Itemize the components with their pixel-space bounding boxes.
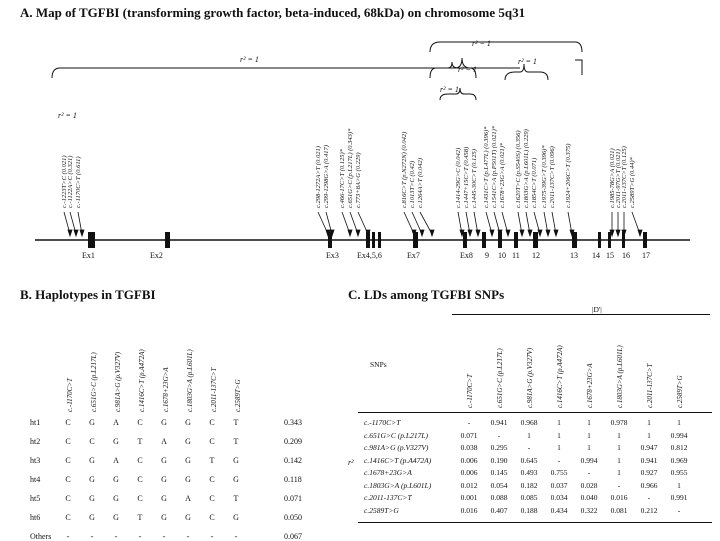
snp-label: c.299-1298G>A (0.417)	[323, 145, 330, 208]
haplotype-allele: G	[89, 456, 95, 465]
exon-label: 11	[512, 251, 520, 260]
ld-cell: 0.054	[490, 480, 508, 490]
snp-arrowhead	[490, 230, 494, 236]
exon-label: Ex8	[460, 251, 473, 260]
ld-cell: 0.969	[670, 455, 688, 465]
ld-brackets	[52, 42, 582, 100]
haplotype-allele: C	[65, 513, 71, 522]
ld-col-header: c.2589T>G	[676, 375, 684, 408]
exon-label: 15	[606, 251, 614, 260]
haplotype-allele: G	[113, 494, 119, 503]
snp-label: c.1431C>T (p.L477L) (0.396)*	[483, 126, 490, 208]
exon-box	[328, 232, 332, 248]
panel-b-title: B. Haplotypes in TGFBI	[20, 287, 156, 302]
snp-label: c.2011-137C>T (0.125)	[621, 146, 628, 208]
haplotype-allele: -	[162, 532, 166, 541]
haplotype-allele: C	[209, 418, 215, 427]
snp-label: c.-1223T>C (0.021)	[61, 155, 68, 208]
ld-cell: 1	[557, 418, 561, 427]
exon-label: Ex2	[150, 251, 163, 260]
ld-label-2: r² = 1	[472, 39, 491, 48]
snp-label: c.1985-78G>A (0.021)	[609, 148, 616, 208]
haplotype-frequency: 0.142	[284, 456, 302, 465]
haplotype-snp-header: c.2589T>G	[234, 379, 242, 412]
haplotype-name: ht6	[30, 513, 41, 522]
ld-cell: -	[677, 505, 681, 515]
ld-cell: 0.190	[490, 455, 508, 465]
ld-row-label: c.1803G>A (p.L601L)	[364, 480, 432, 490]
haplotype-allele: G	[161, 456, 167, 465]
haplotype-allele: G	[89, 418, 95, 427]
ld-cell: 0.006	[460, 455, 478, 465]
haplotype-snp-header: c.2011-137C>T	[210, 367, 218, 412]
snp-arrowhead	[476, 230, 480, 236]
exon-box	[514, 232, 518, 248]
haplotype-allele: A	[161, 437, 167, 446]
haplotype-allele: G	[113, 437, 119, 446]
exon-box	[533, 232, 538, 248]
snp-arrowhead	[528, 230, 532, 236]
haplotype-allele: C	[209, 475, 215, 484]
ld-cell: 0.947	[640, 443, 658, 452]
haplotype-allele: C	[65, 475, 71, 484]
ld-cell: 0.212	[640, 505, 658, 515]
ld-cell: -	[587, 468, 591, 477]
haplotype-frequency: 0.050	[284, 513, 302, 522]
ld-cell: 1	[587, 443, 591, 452]
exon-label: 10	[498, 251, 506, 260]
ld-row-label: c.2589T>G	[364, 505, 399, 515]
haplotype-frequency: 0.118	[284, 475, 302, 484]
haplotype-allele: G	[185, 437, 191, 446]
haplotype-allele: G	[113, 475, 119, 484]
haplotype-snp-header: c.1416C>T (p.A472A)	[138, 349, 146, 412]
ld-cell: 0.016	[610, 493, 628, 502]
ld-header-rule	[358, 412, 712, 413]
exon-box	[413, 232, 418, 248]
haplotype-frequency: 0.343	[284, 418, 302, 427]
ld-cell: 0.085	[520, 493, 538, 502]
haplotype-allele: C	[209, 437, 215, 446]
haplotype-table	[0, 300, 340, 541]
exon-box	[366, 232, 370, 248]
dprime-rule	[452, 314, 710, 315]
haplotype-allele: T	[209, 456, 215, 465]
ld-cell: 0.994	[580, 455, 598, 465]
haplotype-name: Others	[30, 532, 52, 541]
ld-cell: 0.188	[520, 505, 538, 515]
snp-arrowhead	[430, 230, 434, 236]
haplotype-allele: C	[137, 456, 143, 465]
ld-col-header: c.651G>C (p.L217L)	[496, 348, 504, 408]
ld-cell: 0.016	[460, 505, 478, 515]
snp-arrowhead	[468, 230, 472, 236]
snp-label: c.1803G>A (p.L601L) (0.229)	[523, 129, 530, 208]
snp-label: c.-1170C>T (0.611)	[75, 156, 82, 208]
snp-arrowhead	[80, 230, 84, 236]
ld-label-5: r² = 1	[518, 57, 537, 66]
ld-cell: -	[527, 443, 531, 452]
exon-box	[463, 232, 467, 248]
r2-label: r²	[348, 458, 354, 467]
exon-label: Ex7	[407, 251, 420, 260]
ld-cell: 0.081	[610, 505, 628, 515]
dprime-label: |D'|	[592, 305, 602, 314]
ld-cell: 0.955	[670, 468, 688, 477]
haplotype-allele: G	[233, 475, 239, 484]
haplotype-allele: A	[113, 418, 119, 427]
ld-label-6: r² = 1	[58, 111, 77, 120]
ld-bracket-top	[430, 42, 582, 52]
haplotype-allele: G	[233, 513, 239, 522]
haplotype-allele: -	[210, 532, 214, 541]
panel-c-title: C. LDs among TGFBI SNPs	[348, 287, 505, 302]
ld-row-label: c.-1170C>T	[364, 418, 401, 427]
ld-cell: 1	[677, 480, 681, 490]
ld-cell: 0.645	[520, 455, 538, 465]
ld-cell: 0.071	[460, 430, 478, 440]
ld-table	[340, 300, 720, 535]
haplotype-allele: T	[233, 437, 239, 446]
exon-label: Ex4,5,6	[357, 251, 382, 260]
snp-label: c.1924+206C>T (0.375)	[565, 143, 572, 208]
ld-cell: 0.040	[580, 493, 598, 502]
haplotype-allele: G	[161, 494, 167, 503]
exon-label: 12	[532, 251, 540, 260]
haplotype-allele: G	[185, 475, 191, 484]
ld-cell: 0.145	[490, 468, 508, 477]
snp-arrowhead	[546, 230, 550, 236]
snp-arrowhead	[616, 230, 620, 236]
ld-row-label: c.1416C>T (p.A472A)	[364, 455, 432, 465]
snp-label: c.1264A>T (0.042)	[417, 158, 424, 208]
ld-cell: 0.994	[670, 430, 688, 440]
ld-cell: 1	[557, 443, 561, 452]
haplotype-allele: T	[137, 513, 143, 522]
ld-cell: 0.012	[460, 480, 478, 490]
ld-cell: 0.322	[580, 505, 598, 515]
snp-label: c.773+8A>G (0.229)	[355, 152, 362, 208]
haplotype-allele: G	[89, 494, 95, 503]
ld-cell: -	[557, 455, 561, 465]
ld-cell: 1	[557, 430, 561, 440]
exon-box	[378, 232, 381, 248]
snp-arrowhead	[506, 230, 510, 236]
haplotype-allele: T	[233, 418, 239, 427]
exon-box	[572, 232, 577, 248]
ld-row-label: c.1678+23G>A	[364, 468, 412, 477]
exon-box	[608, 232, 611, 248]
haplotype-allele: -	[186, 532, 190, 541]
ld-cell: -	[617, 480, 621, 490]
exon-label: Ex1	[82, 251, 95, 260]
haplotype-allele: C	[137, 418, 143, 427]
haplotype-allele: C	[137, 475, 143, 484]
haplotype-allele: -	[114, 532, 118, 541]
haplotype-allele: G	[185, 513, 191, 522]
ld-row-label: c.2011-137C>T	[364, 493, 412, 502]
snp-label: c.816C>T (p.N272N) (0.042)	[401, 131, 408, 208]
ld-cell: 1	[677, 418, 681, 427]
haplotype-allele: G	[113, 513, 119, 522]
haplotype-allele: G	[161, 513, 167, 522]
haplotype-allele: C	[137, 494, 143, 503]
ld-cell: 0.978	[610, 418, 628, 427]
snp-label: c.2011-137C>T (0.096)	[549, 146, 556, 208]
haplotype-allele: A	[185, 494, 191, 503]
exon-box	[643, 232, 647, 248]
ld-cell: 0.028	[580, 480, 598, 490]
ld-bottom-rule	[358, 522, 712, 523]
haplotype-allele: C	[65, 456, 71, 465]
ld-row-label: c.651G>C (p.L217L)	[364, 430, 429, 440]
ld-label-4: r² = 1	[440, 85, 459, 94]
snp-arrowhead	[520, 230, 524, 236]
snp-arrowhead	[348, 230, 352, 236]
exon-label: 14	[592, 251, 600, 260]
haplotype-snp-header: c.1678+23G>A	[162, 367, 170, 412]
ld-cell: 1	[587, 418, 591, 427]
haplotype-allele: G	[89, 475, 95, 484]
haplotype-allele: C	[209, 494, 215, 503]
snps-label: SNPs	[370, 360, 387, 369]
snp-label: c.1620T>C (p.S540S) (0.356)	[515, 130, 522, 208]
haplotype-allele: C	[65, 437, 71, 446]
ld-cell: 0.927	[640, 468, 658, 477]
haplotype-snp-header: c.1803G>A (p.L601L)	[186, 349, 194, 412]
snp-label: c.1854C>T (0.071)	[531, 157, 538, 208]
ld-cell: 0.968	[520, 418, 538, 427]
ld-col-header: c.1803G>A (p.L601L)	[616, 345, 624, 408]
ld-cell: -	[467, 418, 471, 427]
haplotype-allele: -	[90, 532, 94, 541]
snp-arrowhead	[356, 230, 360, 236]
ld-cell: 0.182	[520, 480, 538, 490]
snp-arrowhead	[68, 230, 72, 236]
snp-label: c.1447+15C>T (0.458)	[463, 146, 470, 208]
ld-cell: 1	[587, 430, 591, 440]
exon-box	[88, 232, 95, 248]
snp-label: c.1975-39G>T (0.396)*	[541, 145, 548, 208]
ld-col-header: c.981A>G (p.V327V)	[526, 347, 534, 408]
ld-cell: 0.295	[490, 443, 508, 452]
haplotype-frequency: 0.209	[284, 437, 302, 446]
ld-cell: 0.088	[490, 493, 508, 502]
snp-label: c.-1122A>C (0.321)	[67, 155, 74, 208]
snp-label: c.1541C>A (p.P501T) (0.021)*	[491, 125, 498, 208]
ld-cell: 0.966	[640, 480, 658, 490]
exon-box	[622, 232, 625, 248]
snp-label: c.1414-29G>C (0.042)	[455, 147, 462, 208]
panel-a-title: A. Map of TGFBI (transforming growth factor, beta-induced, 68kDa) on chromosome 5q31	[20, 5, 526, 20]
haplotype-allele: C	[65, 418, 71, 427]
haplotype-allele: G	[161, 475, 167, 484]
snp-label: c.298-1272A>T (0.021)	[315, 146, 322, 208]
ld-col-header: c.1678+23G>A	[586, 363, 594, 408]
haplotype-allele: T	[233, 494, 239, 503]
haplotype-name: ht5	[30, 494, 41, 503]
ld-row-label: c.981A>G (p.V327V)	[364, 443, 429, 452]
snp-label: c.1678+23G>A (0.021)*	[499, 142, 506, 208]
ld-cell: 0.434	[550, 505, 568, 515]
haplotype-allele: G	[185, 418, 191, 427]
ld-cell: 0.038	[460, 443, 478, 452]
snp-label: c.2589T>G (0.44)*	[629, 157, 636, 208]
ld-col-header: c.1416C>T (p.A472A)	[556, 345, 564, 408]
haplotype-name: ht2	[30, 437, 41, 446]
exon-label: 9	[485, 251, 489, 260]
snp-label: c.466-17C>T (0.125)*	[339, 149, 346, 208]
haplotype-name: ht3	[30, 456, 41, 465]
ld-cell: 0.941	[490, 418, 508, 427]
haplotype-allele: G	[161, 418, 167, 427]
ld-cell: 0.001	[460, 493, 478, 502]
ld-cell: 1	[617, 468, 621, 477]
haplotype-frequency: 0.067	[284, 532, 302, 541]
exon-box	[482, 232, 486, 248]
snp-arrowhead	[74, 230, 78, 236]
exon-box	[165, 232, 170, 248]
ld-cell: 1	[617, 455, 621, 465]
haplotype-allele: G	[233, 456, 239, 465]
ld-cell: 1	[617, 430, 621, 440]
haplotype-allele: C	[209, 513, 215, 522]
ld-cell: 0.941	[640, 455, 658, 465]
ld-cell: 0.006	[460, 468, 478, 477]
ld-label-3: r² = 1	[458, 65, 477, 74]
snp-arrowhead	[554, 230, 558, 236]
haplotype-allele: -	[138, 532, 142, 541]
exon-label: Ex3	[326, 251, 339, 260]
ld-cell: 0.493	[520, 468, 538, 477]
haplotype-allele: -	[66, 532, 70, 541]
ld-cell: 1	[527, 430, 531, 440]
haplotype-allele: -	[234, 532, 238, 541]
haplotype-name: ht1	[30, 418, 41, 427]
haplotype-allele: G	[89, 513, 95, 522]
haplotype-snp-header: c.651G>C (p.L217L)	[90, 352, 98, 412]
haplotype-allele: A	[113, 456, 119, 465]
snp-arrowhead	[538, 230, 542, 236]
haplotype-frequency: 0.071	[284, 494, 302, 503]
ld-cell: 0.812	[670, 443, 688, 452]
snp-label: c.1013T>C (0.42)	[409, 160, 416, 208]
snp-label: c.1445-30C>T (0.125)	[471, 149, 478, 208]
exon-box	[498, 232, 502, 248]
snp-label: c.2011-97G>T (0.021)	[615, 149, 622, 208]
ld-cell: -	[647, 493, 651, 502]
ld-cell: 1	[647, 430, 651, 440]
haplotype-allele: C	[65, 494, 71, 503]
exon-label: 13	[570, 251, 578, 260]
ld-label-1: r² = 1	[240, 55, 259, 64]
haplotype-allele: T	[137, 437, 143, 446]
haplotype-allele: G	[185, 456, 191, 465]
exon-box	[372, 232, 375, 248]
ld-col-header: c.2011-137C>T	[646, 363, 654, 408]
ld-col-header: c.-1170C>T	[466, 374, 474, 408]
snp-label: c.651G>C (p.L217L) (0.343)*	[347, 128, 354, 208]
haplotype-snp-header: c.-1170C>T	[66, 378, 74, 412]
haplotype-allele: C	[89, 437, 95, 446]
ld-cell: 0.755	[550, 468, 568, 477]
ld-cell: 1	[617, 443, 621, 452]
ld-cell: 0.407	[490, 505, 508, 515]
exon-box	[598, 232, 601, 248]
haplotype-name: ht4	[30, 475, 41, 484]
snp-arrowhead	[638, 230, 642, 236]
ld-cell: -	[497, 430, 501, 440]
ld-cell: 0.034	[550, 493, 568, 502]
ld-cell: 0.037	[550, 480, 568, 490]
snp-arrowhead	[420, 230, 424, 236]
exon-label: 17	[642, 251, 650, 260]
ld-cell: 0.991	[670, 493, 688, 502]
exon-label: 16	[622, 251, 630, 260]
ld-cell: 1	[647, 418, 651, 427]
haplotype-snp-header: c.981A>G (p.V327V)	[114, 351, 122, 412]
